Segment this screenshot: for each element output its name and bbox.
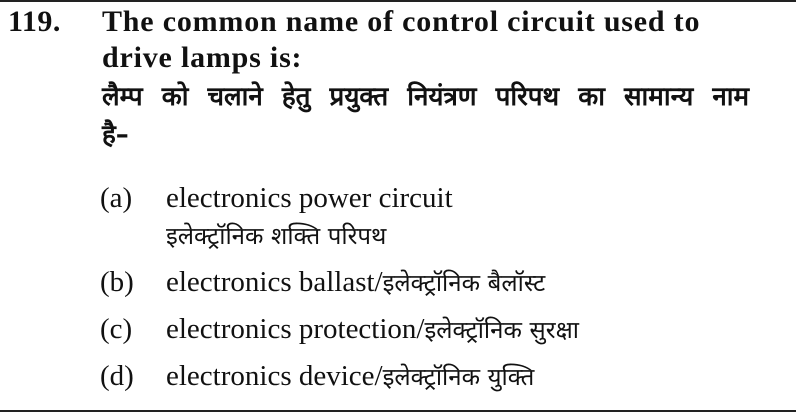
- question-line-2: [8, 40, 788, 76]
- option-a-text-hi: इलेक्ट्रॉनिक शक्ति परिपथ: [166, 222, 387, 250]
- option-c-text-en: electronics protection/: [166, 313, 425, 345]
- option-d-text-hi: इलेक्ट्रॉनिक युक्ति: [382, 363, 535, 391]
- option-c[interactable]: [100, 311, 780, 348]
- option-a-label: (a): [100, 182, 133, 214]
- option-c-text-hi: इलेक्ट्रॉनिक सुरक्षा: [424, 316, 579, 344]
- top-rule: [0, 0, 796, 2]
- bottom-rule: [0, 410, 796, 412]
- question-number: 119.: [8, 5, 61, 38]
- option-a-text-en: electronics power circuit: [166, 182, 453, 214]
- option-b-text-en: electronics ballast/: [166, 266, 383, 298]
- option-c-label: (c): [100, 313, 133, 345]
- option-b[interactable]: [100, 264, 780, 301]
- option-b-text-hi: इलेक्ट्रॉनिक बैलॉस्ट: [382, 269, 546, 297]
- option-d-text-en: electronics device/: [166, 360, 383, 392]
- question-text-hi: लैम्प को चलाने हेतु प्रयुक्त नियंत्रण परिपथ का सामान्य नाम है–: [102, 82, 750, 150]
- question-line-1: [8, 4, 788, 40]
- question-text-en-1: The common name of control circuit used to: [102, 5, 701, 38]
- option-a[interactable]: [100, 180, 780, 254]
- option-d-label: (d): [100, 360, 134, 392]
- option-d[interactable]: [100, 358, 780, 395]
- options-list: [100, 180, 780, 395]
- option-b-label: (b): [100, 266, 134, 298]
- question-text-en-2: drive lamps is:: [102, 41, 303, 74]
- question-block: [8, 4, 788, 154]
